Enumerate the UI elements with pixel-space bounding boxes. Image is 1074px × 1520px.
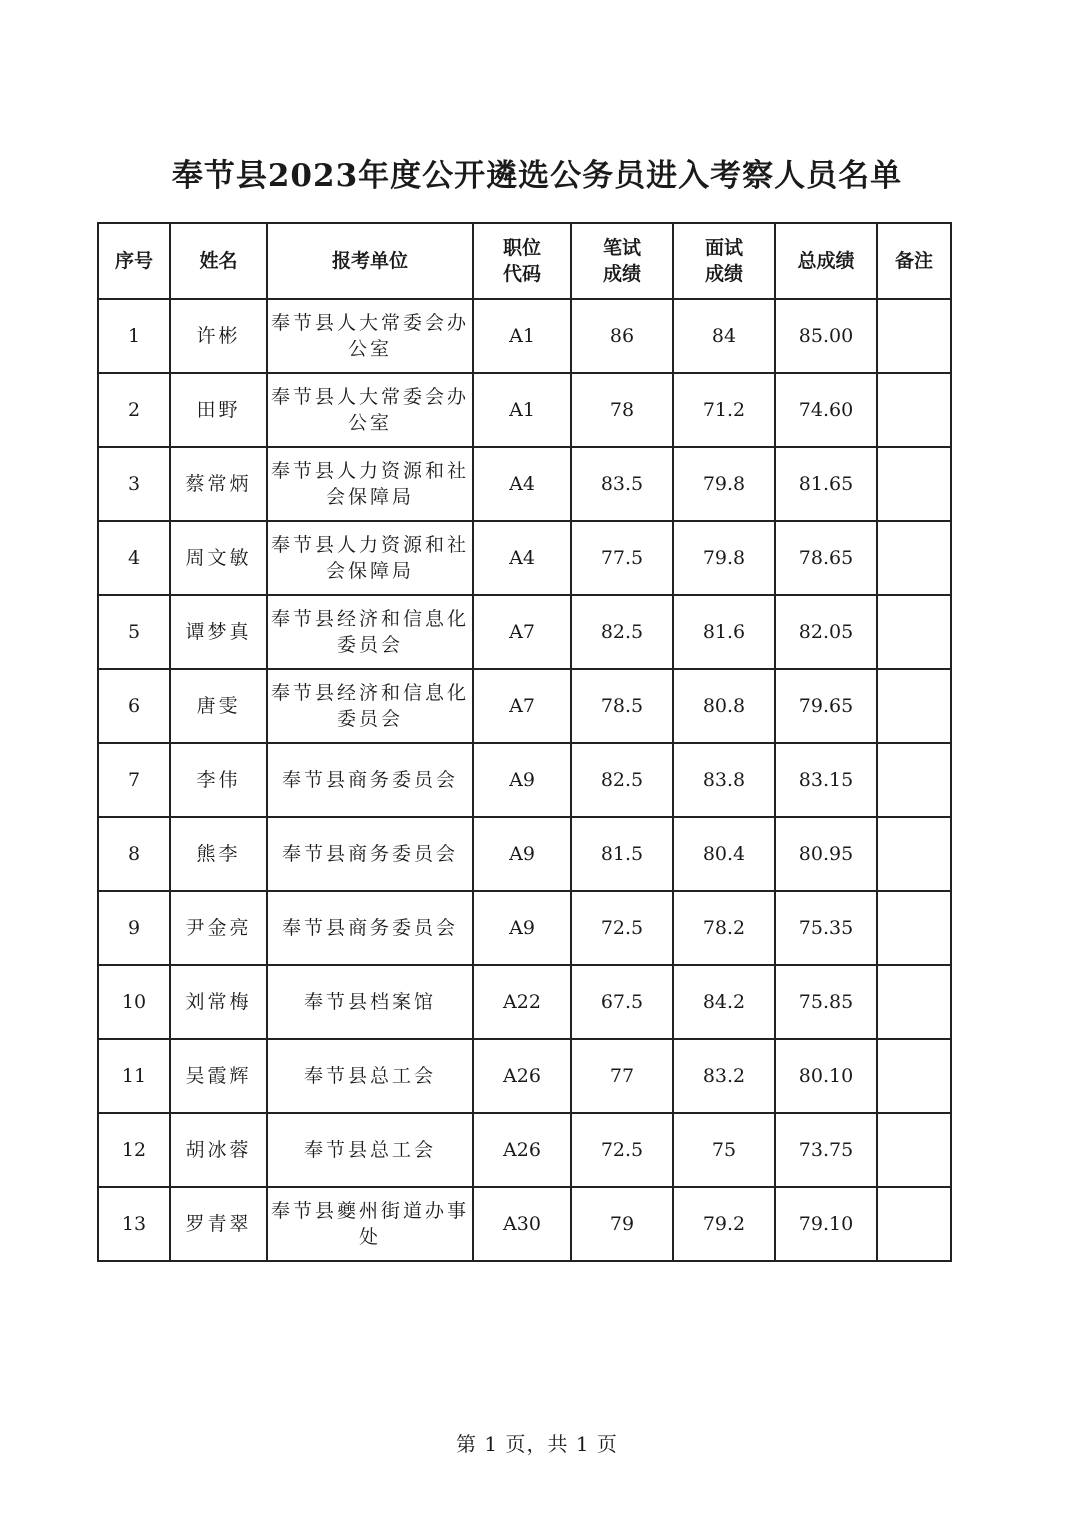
interview-score-cell: 79.8 (673, 521, 775, 595)
interview-score-cell: 71.2 (673, 373, 775, 447)
code-cell: A9 (473, 743, 571, 817)
candidate-table (97, 222, 952, 1262)
table-row (98, 891, 951, 965)
code-cell: A30 (473, 1187, 571, 1261)
written-score-cell: 72.5 (571, 1113, 673, 1187)
code-cell: A1 (473, 373, 571, 447)
written-score-cell: 78 (571, 373, 673, 447)
note-cell (877, 743, 951, 817)
header-note: 备注 (877, 223, 951, 299)
note-cell (877, 447, 951, 521)
table-row (98, 373, 951, 447)
code-cell: A1 (473, 299, 571, 373)
table-row (98, 817, 951, 891)
table-row (98, 595, 951, 669)
interview-score-cell: 80.8 (673, 669, 775, 743)
unit-cell: 奉节县人力资源和社会保障局 (267, 447, 473, 521)
total-score-cell: 80.10 (775, 1039, 877, 1113)
seq-cell: 12 (98, 1113, 170, 1187)
interview-score-cell: 79.2 (673, 1187, 775, 1261)
name-cell: 刘常梅 (170, 965, 267, 1039)
written-score-cell: 86 (571, 299, 673, 373)
name-cell: 李伟 (170, 743, 267, 817)
header-name: 姓名 (170, 223, 267, 299)
code-cell: A4 (473, 447, 571, 521)
seq-cell: 2 (98, 373, 170, 447)
code-cell: A9 (473, 891, 571, 965)
note-cell (877, 817, 951, 891)
code-cell: A26 (473, 1113, 571, 1187)
header-written: 笔试成绩 (571, 223, 673, 299)
name-cell: 尹金亮 (170, 891, 267, 965)
total-score-cell: 83.15 (775, 743, 877, 817)
header-unit: 报考单位 (267, 223, 473, 299)
written-score-cell: 82.5 (571, 743, 673, 817)
unit-cell: 奉节县经济和信息化委员会 (267, 669, 473, 743)
name-cell: 蔡常炳 (170, 447, 267, 521)
note-cell (877, 1039, 951, 1113)
total-score-cell: 75.35 (775, 891, 877, 965)
unit-cell: 奉节县商务委员会 (267, 891, 473, 965)
total-score-cell: 78.65 (775, 521, 877, 595)
code-cell: A9 (473, 817, 571, 891)
written-score-cell: 83.5 (571, 447, 673, 521)
written-score-cell: 67.5 (571, 965, 673, 1039)
table-row (98, 521, 951, 595)
interview-score-cell: 84 (673, 299, 775, 373)
unit-cell: 奉节县商务委员会 (267, 743, 473, 817)
interview-score-cell: 81.6 (673, 595, 775, 669)
table-row (98, 965, 951, 1039)
seq-cell: 13 (98, 1187, 170, 1261)
interview-score-cell: 79.8 (673, 447, 775, 521)
unit-cell: 奉节县总工会 (267, 1113, 473, 1187)
code-cell: A22 (473, 965, 571, 1039)
unit-cell: 奉节县夔州街道办事处 (267, 1187, 473, 1261)
table-body (98, 299, 951, 1261)
table-row (98, 1039, 951, 1113)
code-cell: A7 (473, 595, 571, 669)
seq-cell: 10 (98, 965, 170, 1039)
note-cell (877, 891, 951, 965)
name-cell: 吴霞辉 (170, 1039, 267, 1113)
unit-cell: 奉节县商务委员会 (267, 817, 473, 891)
name-cell: 周文敏 (170, 521, 267, 595)
interview-score-cell: 84.2 (673, 965, 775, 1039)
total-score-cell: 73.75 (775, 1113, 877, 1187)
code-cell: A7 (473, 669, 571, 743)
table-header-row (98, 223, 951, 299)
note-cell (877, 595, 951, 669)
written-score-cell: 82.5 (571, 595, 673, 669)
interview-score-cell: 75 (673, 1113, 775, 1187)
written-score-cell: 79 (571, 1187, 673, 1261)
code-cell: A26 (473, 1039, 571, 1113)
total-score-cell: 81.65 (775, 447, 877, 521)
seq-cell: 7 (98, 743, 170, 817)
seq-cell: 9 (98, 891, 170, 965)
table-row (98, 299, 951, 373)
header-seq: 序号 (98, 223, 170, 299)
name-cell: 田野 (170, 373, 267, 447)
total-score-cell: 79.65 (775, 669, 877, 743)
note-cell (877, 1113, 951, 1187)
note-cell (877, 1187, 951, 1261)
page-title: 奉节县2023年度公开遴选公务员进入考察人员名单 (171, 158, 903, 194)
header-code: 职位代码 (473, 223, 571, 299)
name-cell: 唐雯 (170, 669, 267, 743)
note-cell (877, 373, 951, 447)
name-cell: 熊李 (170, 817, 267, 891)
unit-cell: 奉节县人大常委会办公室 (267, 299, 473, 373)
note-cell (877, 965, 951, 1039)
seq-cell: 8 (98, 817, 170, 891)
header-interview: 面试成绩 (673, 223, 775, 299)
total-score-cell: 79.10 (775, 1187, 877, 1261)
unit-cell: 奉节县档案馆 (267, 965, 473, 1039)
total-score-cell: 85.00 (775, 299, 877, 373)
page-footer: 第 1 页，共 1 页 (456, 1432, 618, 1456)
seq-cell: 1 (98, 299, 170, 373)
table-row (98, 1113, 951, 1187)
written-score-cell: 81.5 (571, 817, 673, 891)
note-cell (877, 299, 951, 373)
interview-score-cell: 78.2 (673, 891, 775, 965)
seq-cell: 11 (98, 1039, 170, 1113)
seq-cell: 5 (98, 595, 170, 669)
table-row (98, 447, 951, 521)
note-cell (877, 669, 951, 743)
name-cell: 许彬 (170, 299, 267, 373)
seq-cell: 6 (98, 669, 170, 743)
note-cell (877, 521, 951, 595)
table-row (98, 1187, 951, 1261)
code-cell: A4 (473, 521, 571, 595)
unit-cell: 奉节县经济和信息化委员会 (267, 595, 473, 669)
written-score-cell: 78.5 (571, 669, 673, 743)
total-score-cell: 82.05 (775, 595, 877, 669)
seq-cell: 4 (98, 521, 170, 595)
total-score-cell: 74.60 (775, 373, 877, 447)
interview-score-cell: 83.8 (673, 743, 775, 817)
name-cell: 罗青翠 (170, 1187, 267, 1261)
total-score-cell: 75.85 (775, 965, 877, 1039)
header-total: 总成绩 (775, 223, 877, 299)
name-cell: 谭梦真 (170, 595, 267, 669)
total-score-cell: 80.95 (775, 817, 877, 891)
written-score-cell: 77.5 (571, 521, 673, 595)
written-score-cell: 77 (571, 1039, 673, 1113)
unit-cell: 奉节县人大常委会办公室 (267, 373, 473, 447)
table-row (98, 743, 951, 817)
table-row (98, 669, 951, 743)
name-cell: 胡冰蓉 (170, 1113, 267, 1187)
interview-score-cell: 83.2 (673, 1039, 775, 1113)
unit-cell: 奉节县总工会 (267, 1039, 473, 1113)
written-score-cell: 72.5 (571, 891, 673, 965)
unit-cell: 奉节县人力资源和社会保障局 (267, 521, 473, 595)
interview-score-cell: 80.4 (673, 817, 775, 891)
seq-cell: 3 (98, 447, 170, 521)
